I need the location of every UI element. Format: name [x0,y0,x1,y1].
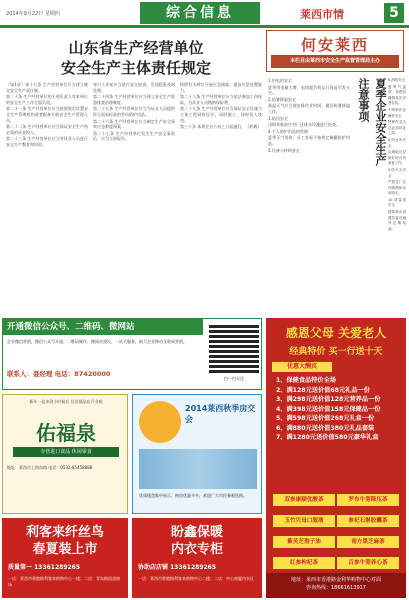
product-tag: 红参枸杞茶 [273,557,335,569]
ad-contact: 联系人：聂经理 电话：87420000 [7,370,111,378]
paragraph: 9.防火灾安全 [388,167,406,178]
underwear-ad [132,518,262,598]
underwear-ad-phone: 协助店店铺 13361289265 [138,564,217,571]
wechat-service-ad [2,318,262,390]
promo-offer: 1、保健食品特价全场 [276,377,336,384]
product-tag: 罗布牛蒡降压茶 [337,494,399,506]
promo-subtitle: 经典特价 买一行送十天 [289,347,383,357]
lead-headline-line1: 山东省生产经营单位 [68,39,204,57]
fair-photo [139,449,257,489]
ad-headline: 开通微信公众号、二维码、微网站 [3,319,203,335]
qr-caption: 扫一扫关注 [224,376,244,381]
feature-column-b [388,78,406,314]
title-line: 内衣专柜 [170,542,223,557]
feature-column-a [268,78,350,314]
shop-ad [2,394,128,514]
paragraph: 第二十七条 生产经营单位发生生产安全事故后，应当立即报告。 [93,130,175,142]
paragraph: 4.个人防护用品的管理 [268,128,308,134]
issue-date: 2014年9月22日 星期四 [6,11,60,17]
paragraph: 第二十条 生产经营单位的主要负责人对本单位的安全生产工作全面负责。 [6,94,88,105]
feature-title-2: 注意事项 [357,78,370,122]
paragraph: 第三十条 本规定自公布之日起施行。（转载） [180,124,262,130]
paragraph: 沿海地区应做好防台风准备工作。 [388,150,406,166]
paragraph: 6.消防安全 [388,78,405,82]
fair-body: 优质楼盘集中展示，购房优惠多多，欢迎广大市民参观选购。 [139,493,247,498]
feature-title: 夏季企业安全生产 [374,78,387,166]
shop-tagline: 新年一起来到小时候店 佳佳福品店开业啦 [29,399,103,404]
paragraph: 第二十六条 生产经营单位应当制定生产安全事故应急救援预案。 [93,118,175,130]
brand-name: 莱西市情 [300,8,344,21]
paragraph: 3.防汛安全 [268,115,288,121]
paragraph: 2.防暑降温安全 [268,96,296,102]
product-tag: 玉竹贝母口服液 [273,515,335,527]
feature-sponsor: 本栏目由莱西市安全生产监督管理局主办 [271,55,399,68]
paragraph: 第二十五条 生产经营单位应当为从业人员提供符合国家标准的劳动防护用品。 [93,106,175,117]
paragraph: 严禁在厂区内吸烟和动用明火。 [388,180,406,196]
shop-subtitle: 专营进口食品 休闲零食 [13,447,119,457]
health-promo-ad [266,318,406,598]
clothing-ad-address: 一店：莱西市香港路利客来购物中心一楼；二店：青岛路国货商场 [8,576,120,587]
promo-offer: 5、满598元送价值268元礼盒一份 [276,415,375,422]
feature-banner [266,30,404,72]
paragraph: 汛期来临前应对厂区排水设施进行检查。 [268,122,340,128]
paragraph: 每日工作前应当进行安全检查，发现隐患及时处理。 [93,82,175,93]
promo-offer: 7、满1280元送价值580元豪华礼盒 [276,434,379,441]
paragraph: （第1章）第十九条 生产经营单位应当建立健全安全生产责任制。 [6,82,88,93]
paragraph: 建筑物应设置防雷设施并定期检测。 [388,210,406,231]
product-tag: 参杞石斛胶囊茶 [337,515,399,527]
underwear-ad-title [132,524,262,558]
feature-brand: 何安莱西 [300,36,369,54]
paragraph: 8.防台风安全 [388,137,406,148]
promo-offer: 4、满398元送价值158元保健品一份 [276,405,381,413]
paragraph: 第二十二条 生产经营单位应当保证安全生产所必需的资金投入。 [6,124,88,135]
paragraph: 第二十三条 生产经营单位应当对从业人员进行安全生产教育和培训。 [6,136,88,147]
clothing-ad-title [2,524,128,558]
title-line: 春夏装上市 [32,542,98,557]
fair-logo-icon [139,401,181,443]
paragraph: 夏季用电量大增，电线超负荷运行容易引发火灾。 [268,84,350,96]
paragraph: 7.特种作业操作安全 [388,107,406,118]
page-number: 5 [384,3,404,23]
promo-section-label: 优惠大酬宾 [272,362,332,372]
paragraph: 夏季气温高，易燃易爆物品应妥善存放。 [388,84,406,106]
product-tag: 南方黑芝麻茶 [337,536,399,548]
paragraph: 10.防雷电安全 [388,197,406,208]
shop-address: 地址：莱西市上海东路 电话：0532-85458888 [7,465,93,470]
promo-hotline: 咨询热线：18661613917 [306,585,366,591]
paragraph: 1.用电的安全 [268,78,292,83]
product-tag: 紫灵芝孢子油 [273,536,335,548]
promo-offer: 3、满298元送价值128元营养品一份 [276,396,381,403]
paragraph: 第二十四条 生产经营单位应当建立安全生产隐患排查治理制度。 [93,94,175,105]
lead-headline-line2: 安全生产主体责任规定 [60,59,211,77]
promo-title: 感恩父母 关爱老人 [285,326,387,340]
title-line: 利客来纤丝鸟 [25,525,104,540]
lead-column-2 [93,82,175,314]
lead-column-3 [180,82,262,314]
paragraph: 第二十九条 生产经营单位应当保证安全设施与主体工程同时设计、同时施工、同时投入使用。 [180,106,262,123]
shop-logo: 佑福泉 [36,421,96,445]
lead-headline [10,38,262,78]
section-title: 综合信息 [140,2,260,24]
promo-offer: 2、满128元送价值68元礼品一份 [276,386,370,394]
paragraph: 夏季天气炎热，员工容易不按规定佩戴防护用品。 [268,135,350,146]
clothing-ad-phone: 质量第一 13361289265 [8,564,81,571]
housing-fair-ad [132,394,262,514]
product-tag: 双参康颐优酸茶 [273,494,335,506]
promo-offer-list [276,376,400,443]
underwear-ad-address: 一店：莱西市香港路利客来购物中心二楼；二店：中心商厦内衣区 [138,576,254,581]
lead-column-1 [6,82,88,314]
product-tag: 百参牛蒡养心茶 [337,557,399,569]
paragraph: 第二十一条 生产经营单位应当按照规定设置安全生产管理机构或者配备专职安全生产管理人员。 [6,106,88,123]
promo-offer: 6、满880元送价值380元礼品套装 [276,424,375,432]
paragraph: 特种作业人员必须持证上岗。 [388,120,406,136]
paragraph: 高温天气应合理安排作业时间，做好防暑降温工作。 [268,103,350,114]
ad-body: 企业微信营销、微信公众号开通、二维码制作、微网站建设，一站式服务，助力企业移动互联网营销。 [7,339,187,344]
title-line: 盼鑫保暖 [170,525,223,540]
paragraph: 按照有关规定开展应急演练，提高应急处置能力。 [180,82,262,93]
paragraph: 第二十八条 生产经营单位应当依法参加工伤保险，为从业人员缴纳保险费。 [180,94,262,105]
qr-code-icon [209,323,259,373]
promo-address: 地址：莱西市香港路金利华购物中心对面 [290,577,381,583]
paragraph: 5.设备与材料安全 [268,147,300,153]
fair-title: 2014莱西秋季房交会 [185,404,256,424]
clothing-ad [2,518,128,598]
promo-footer [266,573,406,598]
